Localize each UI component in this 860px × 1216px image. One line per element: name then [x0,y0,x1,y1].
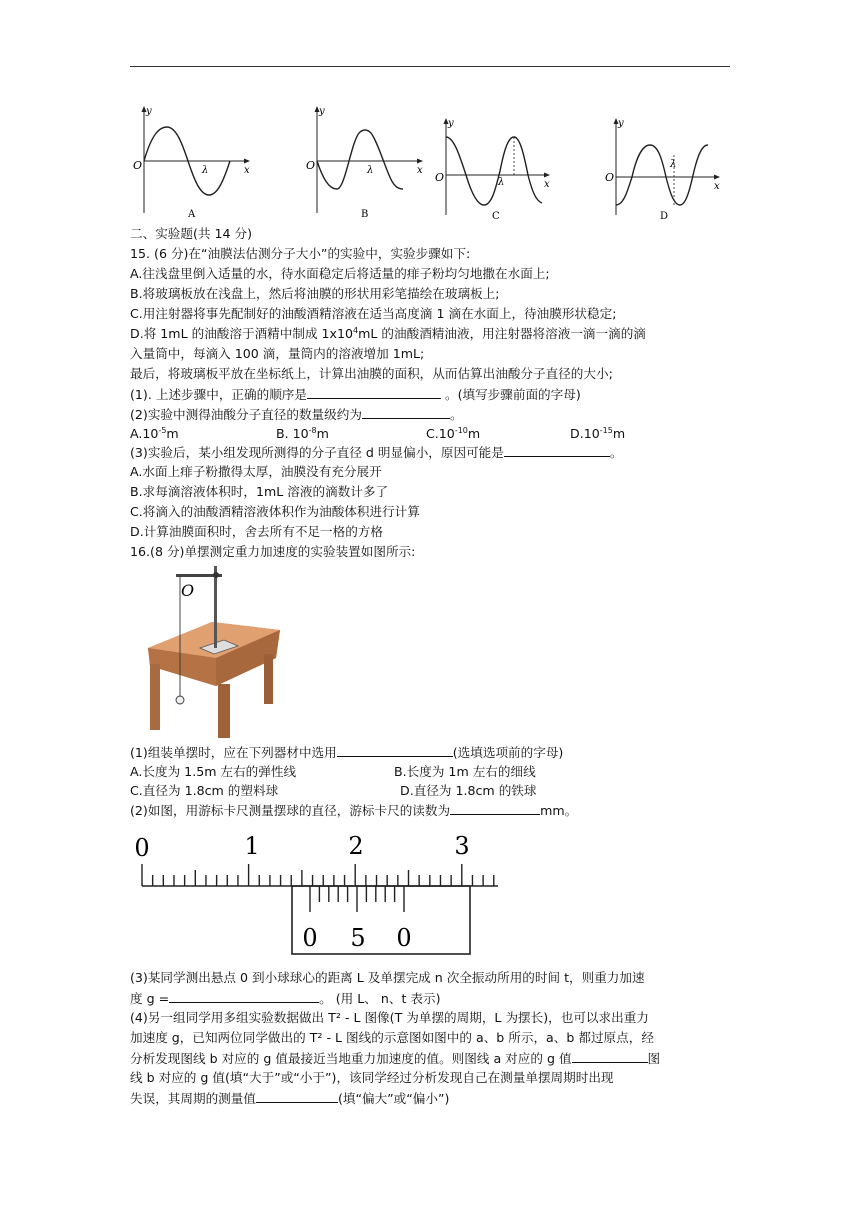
origin-label: O [306,159,316,172]
lambda-label: λ [202,165,209,176]
figure-caption: B [361,209,369,220]
main-scale-label-2: 2 [348,832,364,860]
q16-material-d: D.直径为 1.8cm 的铁球 [400,783,537,798]
main-scale-label-0: 0 [134,834,150,862]
q15-final-step: 最后，将玻璃板平放在坐标纸上，计算出油膜的面积，从而估算出油酸分子直径的大小; [130,366,613,381]
figure-caption: D [660,211,669,222]
q15-step-d-line1: D.将 1mL 的油酸溶于酒精中制成 $1x10^4mL$ 的油酸酒精油液，用注射器将溶液一滴一滴的滴 [130,325,646,341]
answer-blank[interactable] [450,800,540,815]
wave-figure-b [303,103,428,221]
q15-stem: 15. (6 分)在“油膜法估测分子大小”的实验中，实验步骤如下: [130,246,471,261]
answer-blank[interactable] [504,442,610,457]
vernier-caliper-figure [130,824,500,960]
main-scale-label-1: 1 [244,832,260,860]
y-axis-label: y [448,118,454,129]
figure-caption: C [492,211,500,222]
y-axis-label: y [146,106,152,117]
answer-blank[interactable] [169,988,319,1003]
q16-stem: 16.(8 分)单摆测定重力加速度的实验装置如图所示: [130,544,416,559]
q16-part4-line2: 加速度 g，已知两位同学做出的 T² - L 图线的示意图如图中的 a、b 所示，a、b 都过原点，经 [130,1030,654,1045]
vernier-label-0: 0 [302,924,318,952]
q16-part1: (1)组装单摆时，应在下列器材中选用 (选填选项前的字母) [130,742,563,763]
lambda-label: λ [670,159,677,170]
answer-blank[interactable] [337,742,453,757]
y-axis-label: y [319,106,325,117]
answer-blank[interactable] [572,1048,648,1063]
q16-material-c: C.直径为 1.8cm 的塑料球 [130,783,279,798]
q15-reason-d: D.计算油膜面积时，舍去所有不足一格的方格 [130,524,383,539]
q15-reason-c: C.将滴入的油酸酒精溶液体积作为油酸体积进行计算 [130,504,420,519]
q15-step-d-line2: 入量筒中，每滴入 100 滴，量筒内的溶液增加 1mL; [130,346,425,361]
answer-blank[interactable] [307,384,441,399]
q15-option-c: $C.10^{-10}m$ [426,425,481,441]
q15-part2: (2)实验中测得油酸分子直径的数量级约为 。 [130,404,463,425]
q16-part3-line2: 度 g = 。 (用 L、 n、t 表示) [130,988,441,1009]
q16-part4-line3: 分析发现图线 b 对应的 g 值最接近当地重力加速度的值。则图线 a 对应的 g 值 图 [130,1048,660,1069]
q16-material-b: B.长度为 1m 左右的细线 [394,764,536,779]
section-heading: 二、实验题(共 14 分) [130,226,253,241]
q15-option-a: $A.10^{-5}m$ [130,425,179,441]
y-axis-label: y [618,118,624,129]
q15-step-b: B.将玻璃板放在浅盘上，然后将油膜的形状用彩笔描绘在玻璃板上; [130,286,500,301]
pivot-label: O [181,581,195,600]
q16-part4-line1: (4)另一组同学用多组实验数据做出 T² - L 图像(T 为单摆的周期，L 为摆长)，也可以求出重力 [130,1010,649,1025]
lambda-label: λ [367,165,374,176]
vernier-label-10: 0 [396,924,412,952]
q15-option-b: B. $10^{-8}m$ [276,425,329,441]
origin-label: O [605,171,615,184]
q16-part3-line1: (3)某同学测出悬点 0 到小球球心的距离 L 及单摆完成 n 次全振动所用的时间 t，则重力加速 [130,970,645,985]
x-axis-label: x [417,165,423,176]
q15-step-c: C.用注射器将事先配制好的油酸酒精溶液在适当高度滴 1 滴在水面上，待油膜形状稳定; [130,306,617,321]
q15-part1: (1). 上述步骤中，正确的顺序是 。(填写步骤前面的字母) [130,384,581,405]
answer-blank[interactable] [362,404,450,419]
origin-label: O [435,171,445,184]
vernier-label-5: 5 [350,924,366,952]
x-axis-label: x [244,165,250,176]
q15-reason-a: A.水面上痱子粉撒得太厚，油膜没有充分展开 [130,464,382,479]
q15-reason-b: B.求每滴溶液体积时，1mL 溶液的滴数计多了 [130,484,389,499]
q16-part2: (2)如图，用游标卡尺测量摆球的直径，游标卡尺的读数为 mm。 [130,800,577,821]
x-axis-label: x [714,181,720,192]
wave-figure-a [130,103,255,221]
q15-step-a: A.往浅盘里倒入适量的水，待水面稳定后将适量的痱子粉均匀地撒在水面上; [130,266,550,281]
q15-part3: (3)实验后，某小组发现所测得的分子直径 d 明显偏小，原因可能是 。 [130,442,622,463]
figure-caption: A [188,209,196,220]
wave-figure-d [602,115,727,225]
x-axis-label: x [544,179,550,190]
q15-option-d: $D.10^{-15}m$ [570,425,626,441]
lambda-label: λ [498,177,505,188]
origin-label: O [133,159,143,172]
answer-blank[interactable] [256,1088,338,1103]
wave-figure-c [432,115,557,225]
q16-part4-line5: 失误，其周期的测量值 (填“偏大”或“偏小”) [130,1088,449,1109]
q16-material-a: A.长度为 1.5m 左右的弹性线 [130,764,297,779]
main-scale-label-3: 3 [454,832,470,860]
pendulum-apparatus-illustration [130,560,280,740]
q16-part4-line4: 线 b 对应的 g 值(填“大于”或“小于”)，该同学经过分析发现自己在测量单摆周期时出现 [130,1070,614,1085]
header-rule [130,66,730,67]
